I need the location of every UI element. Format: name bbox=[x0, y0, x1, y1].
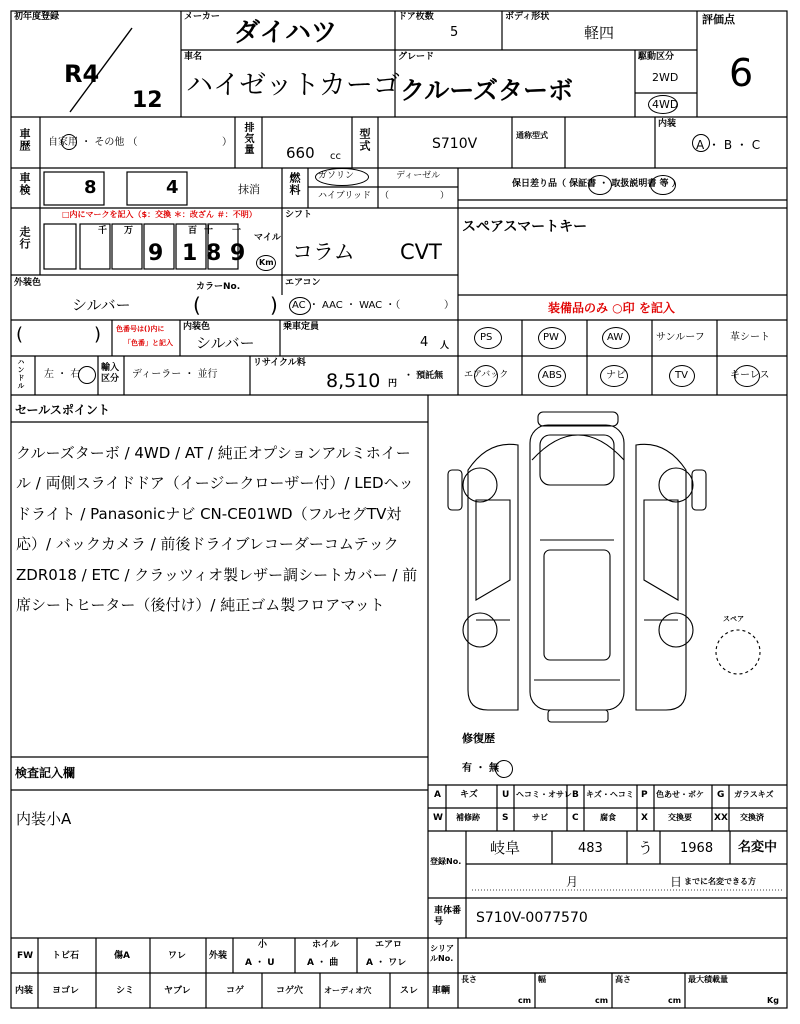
transmission-value: CVT bbox=[400, 240, 442, 264]
interior-item-7: スレ bbox=[400, 986, 419, 996]
grade-label: グレード bbox=[398, 52, 435, 62]
drive-4wd: 4WD bbox=[652, 98, 679, 111]
mile-unit: マイル bbox=[254, 233, 281, 243]
paren-open: ( bbox=[16, 324, 24, 345]
legend-code-p: P bbox=[641, 790, 648, 800]
maker-value: ダイハツ bbox=[234, 18, 337, 48]
legend-u: ヘコミ・オサレ bbox=[516, 790, 572, 799]
legend-g: ガラスキズ bbox=[734, 790, 774, 799]
shift-label: シフト bbox=[285, 210, 313, 220]
interior-item-5: コゲ穴 bbox=[276, 986, 304, 996]
reg-place: 岐阜 bbox=[490, 839, 521, 857]
chassis-value: S710V-0077570 bbox=[476, 910, 588, 926]
legend-s: サビ bbox=[532, 813, 548, 822]
legend-code-b: B bbox=[572, 790, 579, 800]
mileage-digit-2: 9 bbox=[148, 241, 164, 266]
repair-options: 有 ・ 無 bbox=[462, 763, 499, 774]
aircon-close: ） bbox=[444, 300, 454, 311]
int-color-value: シルバー bbox=[196, 334, 255, 352]
paren-close: ) bbox=[94, 324, 102, 345]
equip-keyless-circle bbox=[734, 365, 760, 387]
capacity-unit: 人 bbox=[440, 341, 450, 351]
legend-p: 色あせ・ボケ bbox=[656, 790, 704, 799]
serial-label: シリアルNo. bbox=[430, 944, 454, 963]
repair-label: 修復歴 bbox=[462, 732, 495, 745]
int-color-label: 内装色 bbox=[183, 322, 211, 332]
first-reg-label: 初年度登録 bbox=[14, 12, 60, 22]
score-label: 評価点 bbox=[702, 13, 735, 26]
max-load-label: 最大積載量 bbox=[688, 975, 728, 984]
length-label: 長さ bbox=[461, 975, 477, 984]
interior-grades: A ・ B ・ C bbox=[696, 138, 761, 152]
length-unit: cm bbox=[518, 996, 532, 1005]
equip-ps: PS bbox=[480, 332, 493, 343]
legend-code-a: A bbox=[434, 790, 441, 800]
legend-code-s: S bbox=[502, 813, 509, 823]
fuel-paren: （ bbox=[380, 191, 390, 201]
model-type-label: 型式 bbox=[358, 128, 371, 152]
color-note-1: 色番号は()内に bbox=[116, 325, 165, 333]
fuel-hybrid: ハイブリッド bbox=[318, 191, 372, 201]
mark-note: □内にマークを記入（$：交換 ＊：改ざん ＃：不明） bbox=[62, 210, 257, 219]
equipment-header: 装備品のみ ○印 を記入 bbox=[548, 301, 675, 315]
sales-point-text: クルーズターボ / 4WD / AT / 純正オプションアルミホイール / 両側スライドドア（イージークローザー付）/ LEDヘッドライト / Panasonicナビ CN-CE01WD（フルセグTV対応）/ バックカメラ / 前後ドライブレコーダーコムテックZDR018 / ETC / クラッツィオ製レザー調シートカバー / 前席シートヒーター（後付け）/ 純正ゴム製フロアマット bbox=[16, 444, 418, 615]
reg-number: 1968 bbox=[680, 841, 714, 856]
body-type-value: 軽四 bbox=[584, 24, 615, 42]
height-unit: cm bbox=[668, 996, 682, 1005]
equip-tv-circle bbox=[669, 365, 695, 387]
equip-navi: ナビ bbox=[606, 370, 626, 381]
inspection-year: 8 bbox=[84, 177, 97, 198]
warranty-circle bbox=[588, 175, 612, 195]
grade-value: クルーズターボ bbox=[400, 76, 574, 105]
first-reg-year: R4 bbox=[64, 60, 100, 88]
unit-hyaku: 百 bbox=[188, 226, 198, 236]
spare-label: スペア bbox=[723, 615, 744, 623]
mileage-label: 走行 bbox=[18, 226, 31, 250]
legend-x: 交換要 bbox=[668, 813, 692, 822]
inspection-label: 車検 bbox=[18, 172, 31, 196]
gaiso-label: 外装 bbox=[209, 951, 228, 961]
ext-color-value: シルバー bbox=[72, 296, 131, 314]
doors-value: 5 bbox=[450, 25, 459, 40]
repair-none-circle bbox=[495, 760, 513, 778]
spare-key-note: スペアスマートキー bbox=[462, 219, 588, 235]
handle-label: ハンドル bbox=[17, 358, 25, 390]
capacity-label: 乗車定員 bbox=[283, 322, 320, 332]
legend-code-c: C bbox=[572, 813, 579, 823]
unit-sen: 千 bbox=[98, 226, 108, 236]
legend-xx: 交換済 bbox=[740, 813, 764, 822]
equip-tv: TV bbox=[675, 370, 688, 381]
body-type-label: ボディ形状 bbox=[505, 12, 550, 22]
unit-man: 万 bbox=[124, 226, 134, 236]
maker-label: メーカー bbox=[184, 12, 220, 22]
reg-no-label: 登録No. bbox=[430, 857, 462, 866]
fw-item-2: 傷A bbox=[114, 951, 130, 961]
fw-item-3: ワレ bbox=[168, 951, 187, 961]
equip-airbag: エアバック bbox=[464, 370, 509, 380]
reg-class: 483 bbox=[578, 841, 603, 856]
equip-aw-circle bbox=[602, 327, 630, 349]
aero-label: エアロ bbox=[375, 940, 403, 950]
fw-label: FW bbox=[17, 951, 34, 961]
drive-4wd-circle bbox=[648, 95, 678, 114]
equip-ps-circle bbox=[474, 327, 502, 349]
equip-pw-circle bbox=[538, 327, 566, 349]
handle-right-circle bbox=[78, 366, 96, 384]
wheel-value: A ・ 曲 bbox=[307, 958, 339, 968]
aircon-ac-circle bbox=[289, 297, 311, 315]
gasoline-circle bbox=[315, 168, 369, 186]
inspect-notes-text: 内装小A bbox=[16, 810, 72, 828]
erase-label: 抹消 bbox=[238, 183, 260, 196]
fuel-diesel: ディーゼル bbox=[396, 171, 441, 181]
ext-color-label: 外装色 bbox=[14, 278, 42, 288]
fuel-label: 燃料 bbox=[288, 172, 301, 196]
legend-code-w: W bbox=[433, 813, 443, 823]
color-note-2: 「色番」と記入 bbox=[124, 339, 173, 347]
interior-item-2: シミ bbox=[116, 986, 135, 996]
width-label: 幅 bbox=[538, 975, 546, 984]
handle-value: 左 ・ 右 bbox=[44, 369, 81, 380]
manual-circle bbox=[650, 175, 676, 195]
color-no-paren-open: ( bbox=[193, 293, 201, 317]
fw-item-1: トビ石 bbox=[52, 951, 80, 961]
mileage-digit-4: 8 bbox=[206, 241, 222, 266]
interior-a-circle bbox=[692, 134, 710, 152]
interior-row-label: 内装 bbox=[15, 986, 34, 996]
drive-2wd: 2WD bbox=[652, 71, 679, 84]
interior-item-4: コゲ bbox=[226, 986, 245, 996]
equip-airbag-circle bbox=[474, 365, 498, 387]
chassis-label: 車体番号 bbox=[434, 906, 462, 927]
inspection-month: 4 bbox=[166, 177, 179, 198]
unit-ichi: 一 bbox=[232, 226, 242, 236]
inspect-notes-label: 検査記入欄 bbox=[15, 766, 76, 780]
recycle-note: ・ 預託無 bbox=[404, 371, 444, 381]
history-close: ） bbox=[222, 137, 232, 148]
small-value: A ・ U bbox=[245, 958, 275, 968]
shift-value: コラム bbox=[292, 240, 355, 264]
fuel-paren-close: ） bbox=[440, 191, 450, 201]
reg-change: 名変中 bbox=[738, 840, 778, 855]
aircon-label: エアコン bbox=[285, 278, 321, 288]
legend-a: キズ bbox=[460, 790, 478, 800]
history-label: 車歴 bbox=[18, 128, 31, 152]
aero-value: A ・ ワレ bbox=[366, 958, 407, 968]
legend-code-g: G bbox=[717, 790, 725, 800]
displacement-value: 660 bbox=[286, 144, 315, 162]
wheel-label: ホイル bbox=[312, 940, 340, 950]
doors-label: ドア枚数 bbox=[398, 12, 434, 22]
equip-abs: ABS bbox=[542, 370, 562, 381]
drive-label: 駆動区分 bbox=[638, 52, 675, 62]
legend-b: キズ・ヘコミ bbox=[586, 790, 634, 799]
legend-w: 補修跡 bbox=[456, 813, 480, 822]
mileage-digit-5: 9 bbox=[230, 241, 246, 266]
score-value: 6 bbox=[729, 51, 754, 95]
interior-item-1: ヨゴレ bbox=[52, 986, 80, 996]
capacity-value: 4 bbox=[420, 335, 429, 350]
private-use-circle bbox=[61, 134, 77, 150]
legend-code-u: U bbox=[502, 790, 510, 800]
equip-aw: AW bbox=[607, 332, 624, 343]
interior-label: 内装 bbox=[658, 119, 677, 129]
legend-code-xx: XX bbox=[714, 813, 728, 823]
interior-item-6: オーディオ穴 bbox=[324, 986, 372, 995]
equip-sunroof: サンルーフ bbox=[656, 332, 705, 343]
common-type-label: 通称型式 bbox=[516, 131, 548, 140]
kg-unit: Kg bbox=[767, 996, 779, 1005]
small-label: 小 bbox=[258, 940, 268, 950]
interior-item-3: ヤブレ bbox=[164, 986, 191, 996]
first-reg-month: 12 bbox=[132, 88, 163, 113]
car-diagram bbox=[428, 400, 788, 740]
size-label: 車輌 bbox=[432, 986, 451, 996]
height-label: 高さ bbox=[615, 975, 631, 984]
reg-kana: う bbox=[638, 839, 654, 857]
equip-leather: 革シート bbox=[730, 332, 770, 343]
recycle-fee: 8,510 bbox=[326, 370, 381, 392]
unit-ju: 十 bbox=[204, 226, 214, 236]
equip-pw: PW bbox=[543, 332, 559, 343]
history-value: 自家用 ・ その他 （ bbox=[48, 137, 138, 148]
import-value: ディーラー ・ 並行 bbox=[132, 369, 218, 380]
import-label: 輸入区分 bbox=[101, 363, 120, 384]
legend-c: 腐食 bbox=[600, 813, 616, 822]
recycle-label: リサイクル料 bbox=[253, 358, 306, 368]
color-no-label: カラーNo. bbox=[196, 282, 241, 292]
equip-navi-circle bbox=[600, 365, 628, 387]
color-no-paren-close: ) bbox=[270, 293, 278, 317]
yen-unit: 円 bbox=[388, 379, 398, 389]
km-circle bbox=[256, 255, 276, 271]
sales-label: セールスポイント bbox=[15, 403, 110, 417]
documents-label: 保日差り品（ 保証書 ・ 取扱説明書 等 ） bbox=[512, 179, 681, 189]
reg-day-label: 日 bbox=[670, 875, 683, 889]
equip-keyless: キーレス bbox=[730, 370, 770, 381]
fuel-gasoline: ガソリン bbox=[318, 171, 355, 181]
mileage-digit-3: 1 bbox=[182, 241, 198, 266]
legend-code-x: X bbox=[641, 813, 648, 823]
cc-unit: cc bbox=[330, 151, 341, 162]
model-name-label: 車名 bbox=[184, 52, 203, 62]
displacement-label: 排気量 bbox=[242, 122, 253, 155]
model-type-value: S710V bbox=[432, 136, 478, 152]
km-unit: Km bbox=[259, 258, 274, 267]
reg-change-note: までに名変できる方 bbox=[684, 877, 756, 886]
equip-abs-circle bbox=[538, 365, 566, 387]
width-unit: cm bbox=[595, 996, 609, 1005]
aircon-options: AC ・ AAC ・ WAC ・（ bbox=[292, 300, 401, 311]
model-name-value: ハイゼットカーゴ bbox=[186, 70, 400, 101]
reg-month-label: 月 bbox=[566, 875, 579, 889]
